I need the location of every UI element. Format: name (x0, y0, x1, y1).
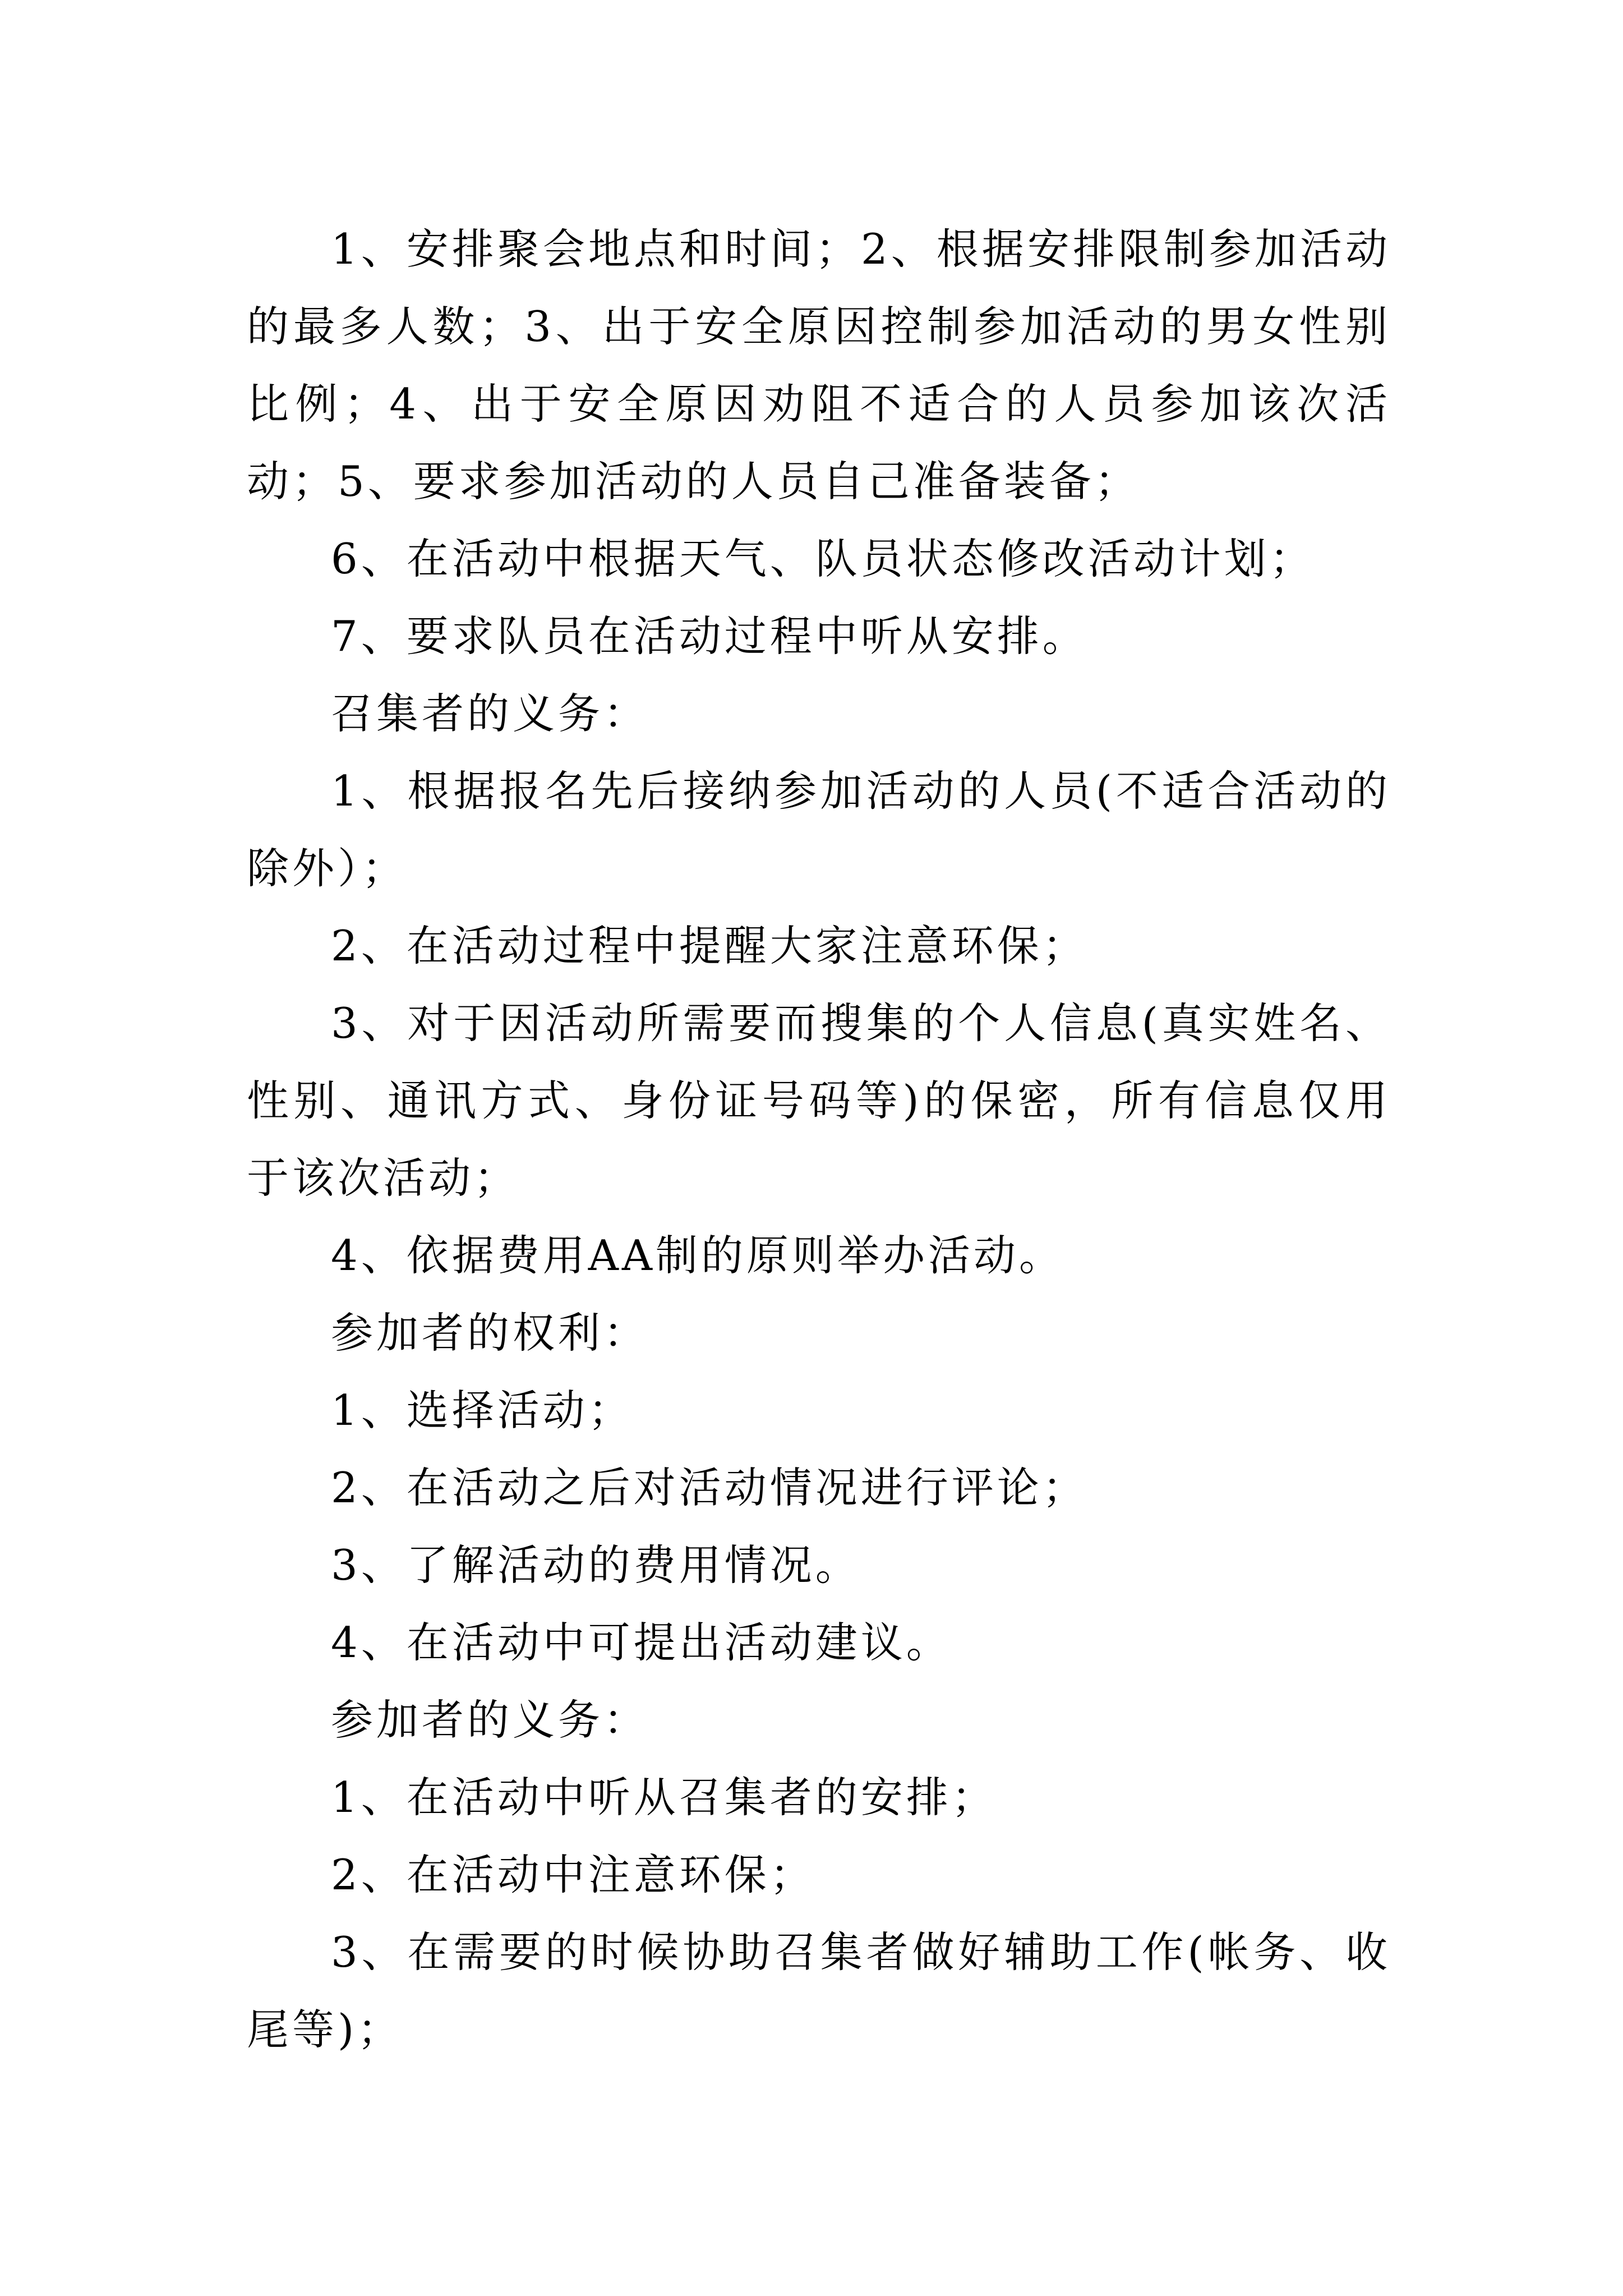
organizer-duties-item-2: 2、在活动过程中提醒大家注意环保； (331, 921, 1088, 970)
organizer-rights-list-1-5: 1、安排聚会地点和时间；2、根据安排限制参加活动的最多人数；3、出于安全原因控制参加活动的男女性别比例；4、出于安全原因劝阻不适合的人员参加该次活动；5、要求参加活动的人员自己准备装备； (247, 224, 1391, 506)
participant-rights-item-2: 2、在活动之后对活动情况进行评论； (331, 1463, 1088, 1512)
participant-rights-item-4: 4、在活动中可提出活动建议。 (331, 1618, 952, 1667)
organizer-duties-heading: 召集者的义务： (331, 689, 649, 738)
participant-duties-heading: 参加者的义务： (331, 1695, 649, 1745)
organizer-rights-item-6: 6、在活动中根据天气、队员状态修改活动计划； (331, 534, 1315, 583)
document-body (247, 210, 1391, 2068)
participant-rights-item-1: 1、选择活动； (331, 1386, 634, 1435)
participant-duties-item-3: 3、在需要的时候协助召集者做好辅助工作(帐务、收尾等)； (247, 1927, 1391, 2054)
organizer-duties-item-3: 3、对于因活动所需要而搜集的个人信息(真实姓名、性别、通讯方式、身份证号码等)的保密，所有信息仅用于该次活动； (247, 999, 1391, 1203)
organizer-duties-item-4: 4、依据费用AA制的原则举办活动。 (331, 1231, 1065, 1280)
organizer-duties-item-1: 1、根据报名先后接纳参加活动的人员(不适合活动的除外）； (247, 766, 1391, 893)
participant-rights-heading: 参加者的权利： (331, 1308, 649, 1358)
participant-rights-item-3: 3、了解活动的费用情况。 (331, 1540, 861, 1590)
participant-duties-item-1: 1、在活动中听从召集者的安排； (331, 1773, 997, 1822)
organizer-rights-item-7: 7、要求队员在活动过程中听从安排。 (331, 611, 1088, 661)
participant-duties-item-2: 2、在活动中注意环保； (331, 1850, 815, 1899)
